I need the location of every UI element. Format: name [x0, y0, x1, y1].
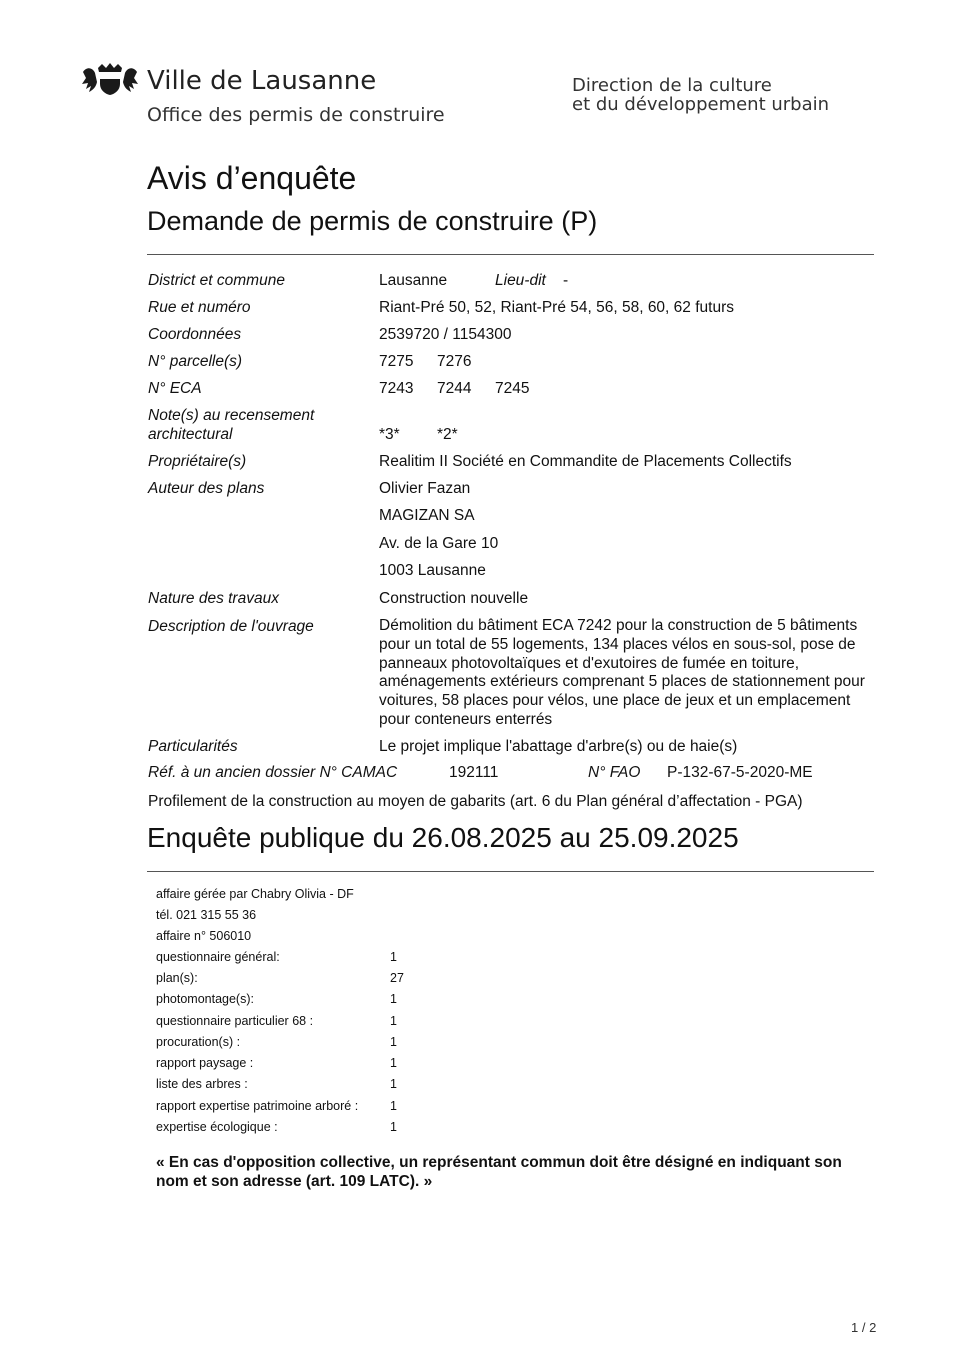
auteur-line: 1003 Lausanne — [379, 562, 486, 579]
rue-value: Riant-Pré 50, 52, Riant-Pré 54, 56, 58, 60, 62 futurs — [379, 299, 734, 316]
page-number: 1 / 2 — [851, 1320, 877, 1335]
affaire-geree: affaire gérée par Chabry Olivia - DF — [156, 887, 354, 901]
district-label: District et commune — [148, 272, 285, 289]
proprietaire-value: Realitim II Société en Commandite de Placements Collectifs — [379, 453, 792, 470]
document-count: 1 — [390, 1120, 397, 1134]
opposition-note: « En cas d'opposition collective, un représentant commun doit être désigné en indiquant son nom et son adresse (art. 109 LATC). » — [156, 1154, 842, 1190]
divider — [147, 871, 874, 872]
enquete-dates: Enquête publique du 26.08.2025 au 25.09.2025 — [147, 822, 739, 853]
document-label: rapport expertise patrimoine arboré : — [156, 1099, 359, 1113]
page-title: Avis d’enquête — [147, 160, 357, 196]
camac-label: Réf. à un ancien dossier N° CAMAC — [148, 764, 398, 781]
city-name: Ville de Lausanne — [147, 66, 377, 96]
divider — [147, 254, 874, 255]
document-count: 1 — [390, 1014, 397, 1028]
coordonnees-label: Coordonnées — [148, 326, 242, 343]
proprietaire-label: Propriétaire(s) — [148, 453, 247, 470]
nature-label: Nature des travaux — [148, 590, 279, 607]
document-count: 1 — [390, 1099, 397, 1113]
document-count: 1 — [390, 992, 397, 1006]
profilement-note: Profilement de la construction au moyen de gabarits (art. 6 du Plan général d’affectation - PGA) — [148, 793, 803, 810]
document-label: questionnaire particulier 68 : — [156, 1014, 314, 1028]
eca-value: 7245 — [495, 380, 530, 397]
affaire-numero: affaire n° 506010 — [156, 929, 252, 943]
particularites-label: Particularités — [148, 738, 238, 755]
eca-value: 7243 — [379, 380, 414, 397]
page-subtitle: Demande de permis de construire (P) — [147, 206, 598, 236]
fao-label: N° FAO — [588, 764, 641, 781]
note-value: *3* — [379, 426, 400, 443]
document-count: 1 — [390, 1077, 397, 1091]
document-label: plan(s): — [156, 971, 198, 985]
fao-value: P-132-67-5-2020-ME — [667, 764, 813, 781]
note-label-line2: architectural — [148, 426, 233, 443]
note-value: *2* — [437, 426, 458, 443]
parcelle-value: 7275 — [379, 353, 414, 370]
particularites-value: Le projet implique l'abattage d'arbre(s) ou de haie(s) — [379, 738, 738, 755]
rue-label: Rue et numéro — [148, 299, 251, 316]
lieudit-label: Lieu-dit — [495, 272, 546, 289]
auteur-line: MAGIZAN SA — [379, 507, 475, 524]
auteur-line: Av. de la Gare 10 — [379, 535, 499, 552]
document-label: rapport paysage : — [156, 1056, 254, 1070]
document-count: 27 — [390, 971, 404, 985]
document-count: 1 — [390, 1056, 397, 1070]
lieudit-value: - — [563, 272, 569, 289]
auteur-line: Olivier Fazan — [379, 480, 471, 497]
document-label: photomontage(s): — [156, 992, 254, 1006]
direction-line-1: Direction de la culture — [572, 75, 772, 96]
document-count: 1 — [390, 1035, 397, 1049]
parcelle-label: N° parcelle(s) — [148, 353, 243, 370]
document-label: liste des arbres : — [156, 1077, 248, 1091]
eca-value: 7244 — [437, 380, 472, 397]
document-label: procuration(s) : — [156, 1035, 241, 1049]
direction-name — [572, 76, 829, 114]
document-label: questionnaire général: — [156, 950, 280, 964]
parcelle-value: 7276 — [437, 353, 472, 370]
description-label: Description de l'ouvrage — [148, 618, 314, 635]
office-name: Office des permis de construire — [147, 104, 445, 126]
camac-value: 192111 — [449, 764, 499, 781]
nature-value: Construction nouvelle — [379, 590, 529, 607]
auteur-label: Auteur des plans — [148, 480, 265, 497]
direction-line-2: et du développement urbain — [572, 94, 830, 115]
district-value: Lausanne — [379, 272, 448, 289]
note-label-line1: Note(s) au recensement — [148, 407, 315, 424]
coordonnees-value: 2539720 / 1154300 — [379, 326, 512, 343]
document-count: 1 — [390, 950, 397, 964]
lausanne-coat-of-arms-logo — [80, 62, 140, 96]
document-label: expertise écologique : — [156, 1120, 278, 1134]
affaire-tel: tél. 021 315 55 36 — [156, 908, 257, 922]
description-value: Démolition du bâtiment ECA 7242 pour la construction de 5 bâtiments pour un total de 55 logements, 134 places vélos en sous-sol, pose de panneaux photovoltaïques et d'exutoires de fumée en toiture, aménagements extérieurs comprenant 5 places de stationnement pour voitures, 58 places pour vélos, une place de jeux et un emplacement pour conteneurs enterrés — [379, 617, 865, 728]
eca-label: N° ECA — [148, 380, 202, 397]
